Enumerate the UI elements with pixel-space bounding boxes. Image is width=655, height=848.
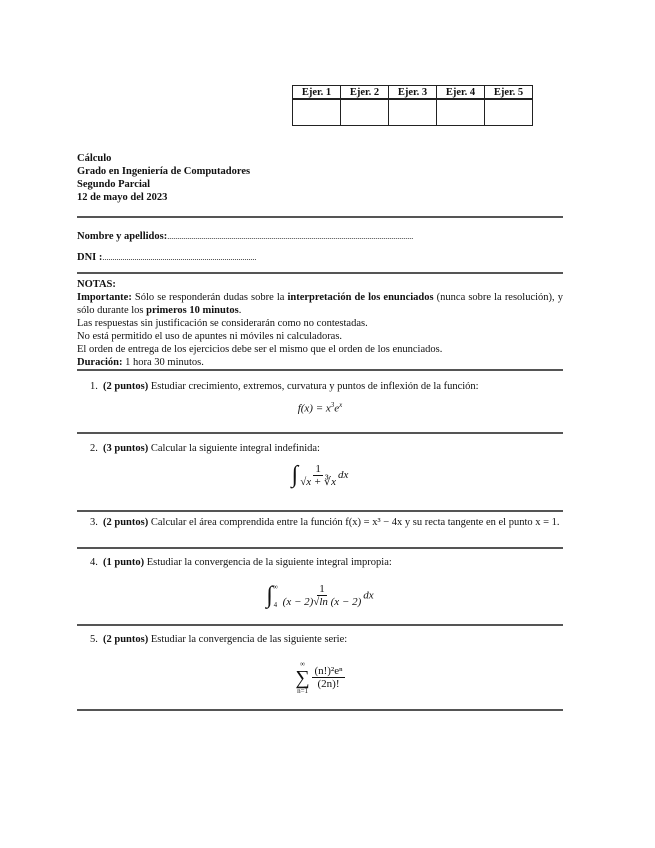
formula-part: 3 — [330, 401, 335, 409]
question-points: (2 puntos) — [103, 381, 149, 392]
integral-sign: ∫ — [291, 462, 299, 488]
denominator: √x + ∛x — [300, 475, 336, 488]
formula-part: dx — [337, 469, 349, 482]
lower-limit: 4 — [273, 601, 278, 609]
grades-header: Ejer. 2 — [341, 86, 389, 100]
duration-label: Duración: — [77, 357, 123, 368]
question-number: 5. — [90, 634, 98, 645]
question-points: (2 puntos) — [103, 517, 149, 528]
question-3 — [90, 516, 563, 530]
important-text: (nunca sobre la — [433, 292, 502, 303]
divider — [77, 216, 563, 218]
divider — [77, 709, 563, 711]
question-text: Estudiar crecimiento, extremos, curvatura y puntos de inflexión de la función: — [148, 381, 479, 392]
denominator: (x − 2)√ln (x − 2) — [282, 596, 362, 608]
question-text: Estudiar la convergencia de la siguiente integral impropia: — [144, 557, 392, 568]
numerator: 1 — [315, 462, 321, 475]
question-text: Calcular la siguiente integral indefinida: — [148, 443, 320, 454]
question-number: 4. — [90, 557, 98, 568]
sum — [295, 660, 309, 696]
lower-limit: n=1 — [297, 687, 309, 695]
important-text: resolución), y sólo durante los — [77, 292, 563, 316]
grade-cell — [437, 99, 485, 126]
question-number: 2. — [90, 443, 98, 454]
important-bold: interpretación de los enunciados — [287, 292, 434, 303]
sigma-sign: ∑ — [295, 667, 310, 689]
formula-2 — [77, 462, 563, 489]
grade-cell — [389, 99, 437, 126]
numerator: (n!)²eⁿ — [314, 665, 343, 677]
integral-sign: ∫ — [266, 582, 273, 609]
upper-limit: ∞ — [272, 583, 278, 591]
formula-5 — [77, 660, 563, 696]
divider — [77, 432, 563, 434]
grades-table — [292, 85, 533, 126]
formula-4 — [77, 578, 563, 614]
name-dots: ........................................................................................................................... — [167, 232, 414, 241]
question-1 — [90, 380, 563, 394]
dni-label: DNI : — [77, 252, 103, 263]
duration-value: 1 hora 30 minutos. — [122, 357, 204, 368]
note-line: El orden de entrega de los ejercicios debe ser el mismo que el orden de los enunciados. — [77, 344, 443, 355]
dni-dots: ............................................................................. — [102, 253, 257, 262]
numerator: 1 — [319, 583, 325, 595]
question-points: (3 puntos) — [103, 443, 149, 454]
denominator: (2n)! — [317, 678, 340, 690]
fraction — [298, 463, 338, 489]
formula-part: e — [334, 402, 340, 415]
divider — [77, 624, 563, 626]
question-number: 1. — [90, 381, 98, 392]
divider — [77, 272, 563, 274]
question-text: Calcular el área comprendida entre la función f(x) = x³ − 4x y su recta tangente en el punto x = 1. — [148, 517, 560, 528]
notes-title: NOTAS: — [77, 279, 116, 290]
question-4 — [90, 556, 563, 570]
grade-cell — [485, 99, 533, 126]
degree: Grado en Ingeniería de Computadores — [77, 166, 251, 177]
name-field — [77, 230, 413, 243]
fraction — [281, 583, 364, 609]
important-bold: primeros 10 minutos — [146, 305, 239, 316]
important-label: Importante: — [77, 292, 132, 303]
upper-limit: ∞ — [300, 660, 306, 668]
formula-part: dx — [363, 589, 374, 602]
question-2 — [90, 442, 563, 456]
note-line: No está permitido el uso de apuntes ni móviles ni calculadoras. — [77, 331, 343, 342]
notes-important — [77, 291, 563, 317]
formula-part: f(x) = x — [297, 402, 331, 415]
question-5 — [90, 633, 563, 647]
grades-header: Ejer. 4 — [437, 86, 485, 100]
name-label: Nombre y apellidos: — [77, 231, 168, 242]
duration — [77, 356, 204, 369]
fraction — [312, 665, 344, 691]
question-number: 3. — [90, 517, 98, 528]
note-line: Las respuestas sin justificación se considerarán como no contestadas. — [77, 318, 368, 329]
question-text: Estudiar la convergencia de las siguiente serie: — [148, 634, 348, 645]
grade-cell — [293, 99, 341, 126]
important-text: . — [238, 305, 242, 316]
grades-header: Ejer. 3 — [389, 86, 437, 100]
formula-part: x — [339, 401, 343, 409]
grades-header: Ejer. 5 — [485, 86, 533, 100]
formula-1 — [77, 401, 563, 415]
exam-title: Segundo Parcial — [77, 179, 151, 190]
important-text: Sólo se responderán dudas sobre la — [131, 292, 288, 303]
subject: Cálculo — [77, 153, 112, 164]
grades-header: Ejer. 1 — [293, 86, 341, 100]
question-points: (2 puntos) — [103, 634, 149, 645]
divider — [77, 369, 563, 371]
exam-date: 12 de mayo del 2023 — [77, 192, 168, 203]
question-points: (1 punto) — [103, 557, 145, 568]
dni-field — [77, 251, 256, 264]
grade-cell — [341, 99, 389, 126]
divider — [77, 510, 563, 512]
divider — [77, 547, 563, 549]
